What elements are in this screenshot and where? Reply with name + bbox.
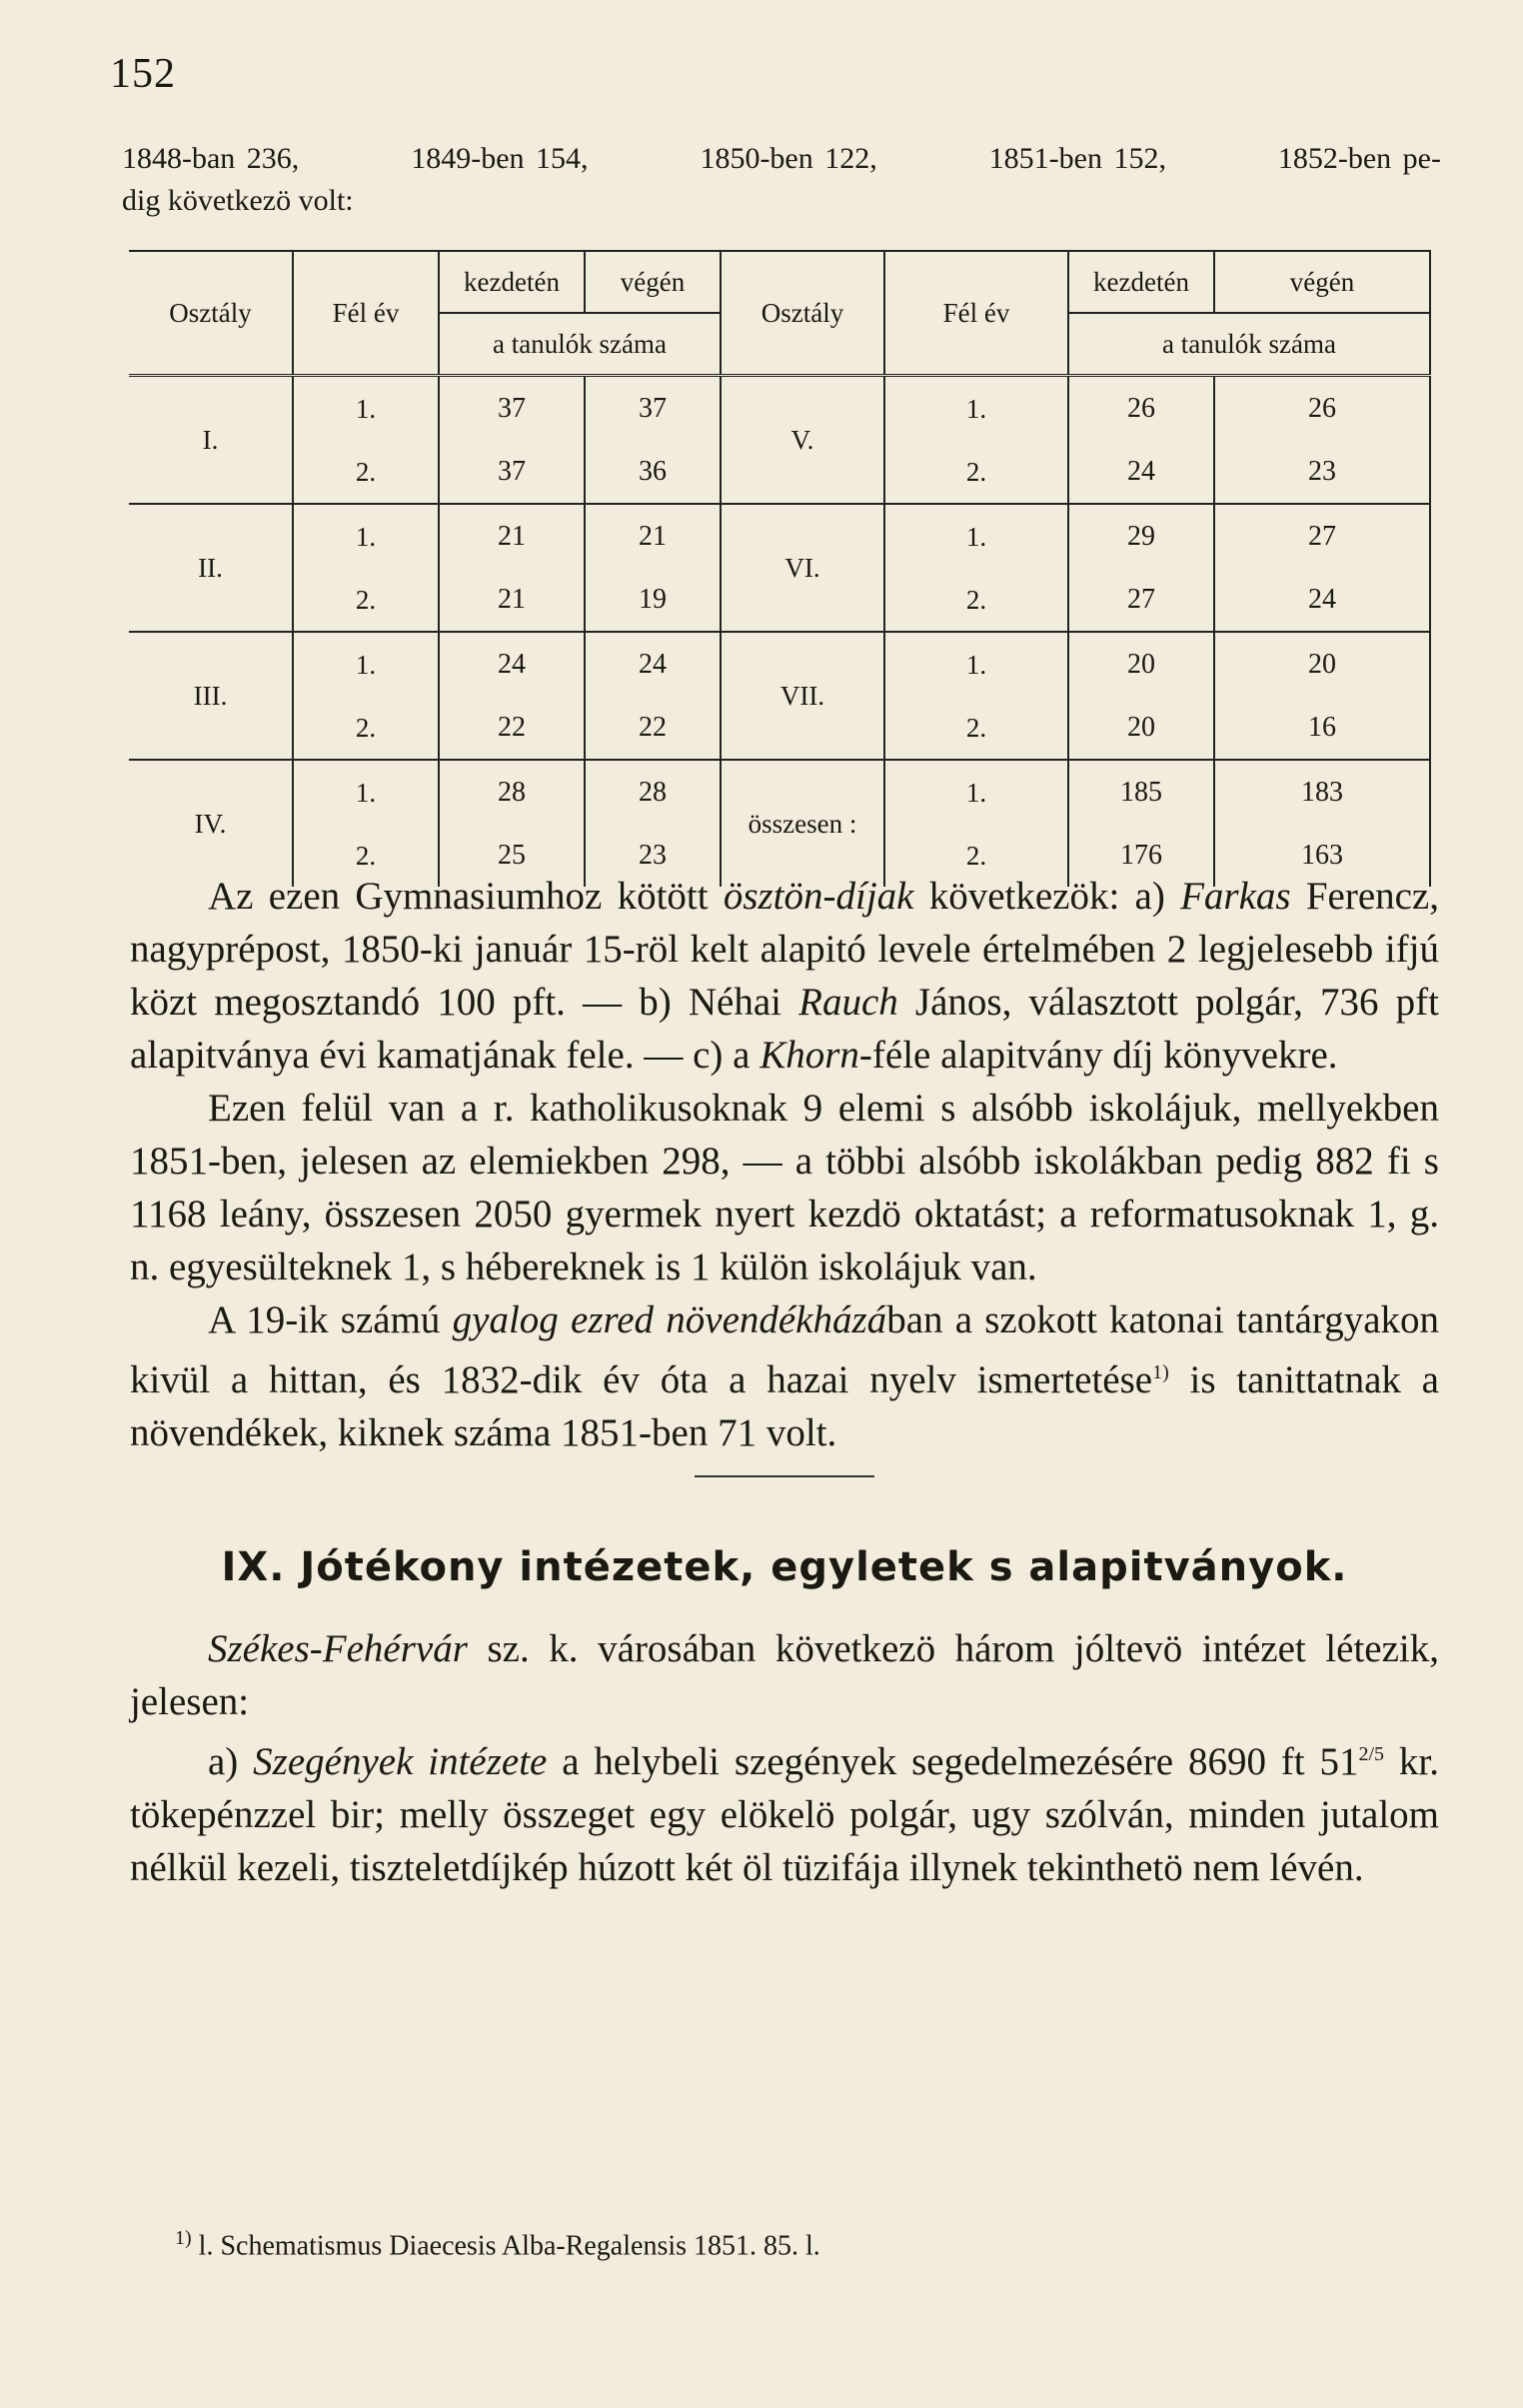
end-count-cell: 22 (585, 696, 721, 760)
half-cell: 1. (293, 760, 439, 824)
section-divider (695, 1475, 874, 1477)
end-count-cell: 21 (585, 504, 721, 568)
table-row (129, 760, 1430, 824)
end-count-cell: 20 (1214, 632, 1430, 696)
paragraph-military-school: A 19-ik számú gyalog ezred növendékházában a szokott katonai tantárgyakon kivül a hittan, és 1832-dik év óta a hazai nyelv ismertetése$^{1)}$ is tanittatnak a növendékek, kiknek száma 1851-ben 71 volt. (130, 1298, 1440, 1454)
intro-line-1 (122, 138, 1441, 180)
table-row (129, 632, 1430, 696)
start-count-cell: 21 (439, 568, 585, 632)
class-cell: II. (129, 504, 293, 632)
end-count-cell: 183 (1214, 760, 1430, 824)
end-count-cell: 28 (585, 760, 721, 824)
intro-year-1848: 1848-ban 236, (122, 142, 300, 175)
term-szegenyek-intezete: Szegények intézete (253, 1740, 548, 1783)
half-cell: 2. (884, 824, 1068, 887)
header-start-left: kezdetén (439, 251, 585, 313)
intro-text (122, 138, 1441, 222)
end-count-cell: 16 (1214, 696, 1430, 760)
name-rauch: Rauch (798, 981, 898, 1024)
header-count-right: a tanulók száma (1068, 313, 1430, 376)
start-count-cell: 37 (439, 376, 585, 441)
footnote-text: l. Schematismus Diaecesis Alba-Regalensis 1851. 85. l. (191, 2230, 820, 2262)
half-cell: 2. (293, 824, 439, 887)
end-count-cell: 23 (1214, 440, 1430, 504)
class-cell: összesen : (721, 760, 884, 887)
student-count-table (129, 250, 1431, 887)
end-count-cell: 23 (585, 824, 721, 887)
class-cell: VII. (721, 632, 884, 760)
end-count-cell: 36 (585, 440, 721, 504)
name-khorn: Khorn (760, 1034, 859, 1077)
half-cell: 1. (884, 760, 1068, 824)
half-cell: 1. (293, 632, 439, 696)
term-osztondijak: ösztön-díjak (723, 875, 914, 918)
body-text (130, 870, 1439, 1894)
half-cell: 1. (884, 632, 1068, 696)
table-row (129, 376, 1430, 441)
header-half-right: Fél év (884, 251, 1068, 376)
start-count-cell: 185 (1068, 760, 1214, 824)
start-count-cell: 29 (1068, 504, 1214, 568)
class-cell: IV. (129, 760, 293, 887)
header-class-left: Osztály (129, 251, 293, 376)
paragraph-schools: Ezen felül van a r. katholikusoknak 9 elemi s alsóbb iskolájuk, mellyekben 1851-ben, jelesen az elemiekben 298, — a többi alsóbb iskolákban pedig 882 fi s 1168 leány, összesen 2050 gyermek nyert kezdö oktatást; a reformatusoknak 1, g. n. egyesülteknek 1, s hébereknek is 1 külön iskolájuk van. (130, 1087, 1439, 1288)
intro-year-1851: 1851-ben 152, (988, 142, 1166, 175)
header-end-right: végén (1214, 251, 1430, 313)
footnote-ref: 1) (1152, 1361, 1169, 1383)
table-body (129, 376, 1430, 888)
end-count-cell: 27 (1214, 504, 1430, 568)
half-cell: 1. (884, 376, 1068, 441)
header-count-left: a tanulók száma (439, 313, 721, 376)
class-cell: VI. (721, 504, 884, 632)
half-cell: 1. (293, 376, 439, 441)
end-count-cell: 24 (1214, 568, 1430, 632)
class-cell: I. (129, 376, 293, 505)
half-cell: 2. (884, 696, 1068, 760)
header-half-left: Fél év (293, 251, 439, 376)
start-count-cell: 21 (439, 504, 585, 568)
half-cell: 2. (884, 440, 1068, 504)
start-count-cell: 24 (439, 632, 585, 696)
table-row (129, 504, 1430, 568)
name-farkas: Farkas (1180, 875, 1291, 918)
half-cell: 2. (293, 568, 439, 632)
end-count-cell: 163 (1214, 824, 1430, 887)
paragraph-poor-institute: a) Szegények intézete a helybeli szegények segedelmezésére 8690 ft $51^{2/5}$ kr. tökepénzzel bir; melly összeget egy elökelö polgár, ugy szólván, minden jutalom nélkül kezeli, tiszteletdíjkép húzott két öl tüzifája illynek tekinthetö nem lévén. (130, 1740, 1439, 1889)
end-count-cell: 37 (585, 376, 721, 441)
start-count-cell: 176 (1068, 824, 1214, 887)
footnote (175, 2227, 1374, 2262)
half-cell: 2. (884, 568, 1068, 632)
half-cell: 1. (293, 504, 439, 568)
start-count-cell: 20 (1068, 696, 1214, 760)
term-noevendekhaz: gyalog ezred növendékházá (452, 1298, 887, 1341)
start-count-cell: 26 (1068, 376, 1214, 441)
start-count-cell: 25 (439, 824, 585, 887)
intro-year-1849: 1849-ben 154, (411, 142, 589, 175)
half-cell: 2. (293, 696, 439, 760)
class-cell: V. (721, 376, 884, 505)
header-class-right: Osztály (721, 251, 884, 376)
half-cell: 1. (884, 504, 1068, 568)
table-header-row (129, 251, 1430, 313)
intro-line-2: dig következö volt: (122, 184, 354, 217)
half-cell: 2. (293, 440, 439, 504)
header-start-right: kezdetén (1068, 251, 1214, 313)
intro-year-1852: 1852-ben pe- (1277, 142, 1441, 175)
end-count-cell: 24 (585, 632, 721, 696)
header-end-left: végén (585, 251, 721, 313)
start-count-cell: 22 (439, 696, 585, 760)
start-count-cell: 28 (439, 760, 585, 824)
start-count-cell: 20 (1068, 632, 1214, 696)
end-count-cell: 19 (585, 568, 721, 632)
paragraph-scholarships: Az ezen Gymnasiumhoz kötött ösztön-díjak következök: a) Farkas Ferencz, nagyprépost, 1850-ki január 15-röl kelt alapitó levele értelmében 2 legjelesebb ifjú közt megosztandó 100 pft. — b) Néhai Rauch János, választott polgár, 736 pft alapitványa évi kamatjának fele. — c) a Khorn-féle alapitvány díj könyvekre. (130, 875, 1439, 1077)
start-count-cell: 37 (439, 440, 585, 504)
footnote-mark: 1) (175, 2227, 192, 2249)
section-heading: IX. Jótékony intézetek, egyletek s alapitványok. (221, 1544, 1348, 1590)
start-count-cell: 24 (1068, 440, 1214, 504)
place-szekesfehervar: Székes-Fehérvár (208, 1627, 468, 1670)
page-number: 152 (110, 51, 176, 97)
end-count-cell: 26 (1214, 376, 1430, 441)
start-count-cell: 27 (1068, 568, 1214, 632)
paragraph-city-intro: Székes-Fehérvár sz. k. városában következö három jóltevö intézet létezik, jelesen: (130, 1627, 1439, 1723)
intro-year-1850: 1850-ben 122, (700, 142, 877, 175)
class-cell: III. (129, 632, 293, 760)
fraction: 2/5 (1358, 1743, 1385, 1765)
